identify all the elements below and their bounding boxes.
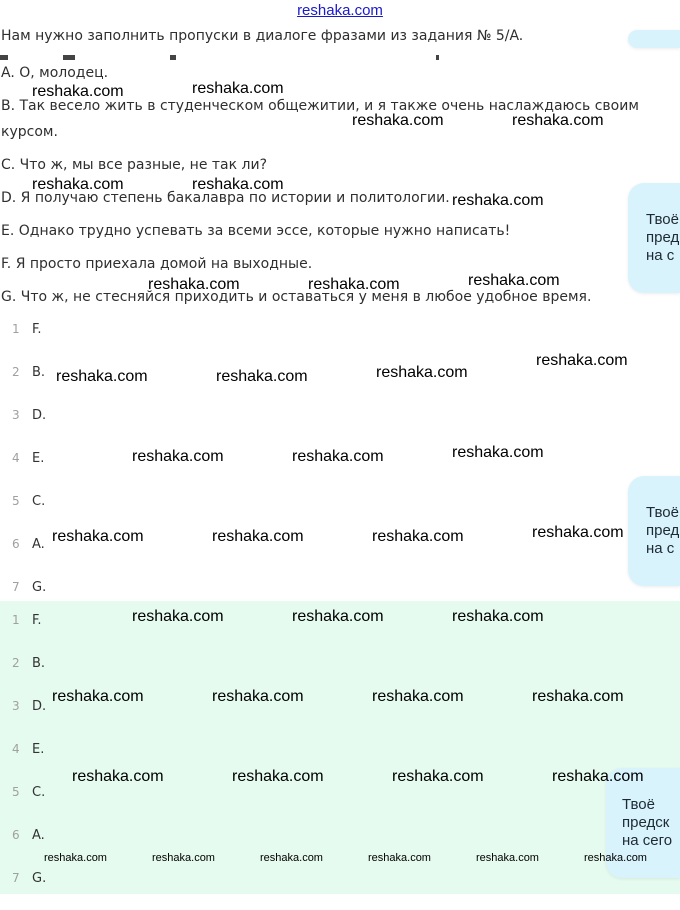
site-header[interactable] — [0, 0, 680, 22]
watermark: reshaka.com — [368, 852, 431, 864]
answer-number: 4 — [12, 742, 20, 756]
ad-text: Твоё — [646, 211, 679, 228]
answer-number: 3 — [12, 699, 20, 713]
option-a: A. О, молодец. — [1, 65, 109, 81]
watermark: reshaka.com — [468, 272, 560, 289]
option-b: B. Так весело жить в студенческом общежитии, и я также очень наслаждаюсь своим курсом. — [1, 98, 639, 140]
ad-text: пред — [646, 522, 680, 539]
watermark: reshaka.com — [476, 852, 539, 864]
watermark: reshaka.com — [212, 528, 304, 545]
watermark: reshaka.com — [392, 768, 484, 785]
watermark: reshaka.com — [32, 83, 124, 100]
answer-row — [0, 404, 620, 447]
watermark: reshaka.com — [52, 688, 144, 705]
ad-banner[interactable] — [628, 183, 680, 293]
watermark: reshaka.com — [292, 448, 384, 465]
answer-letter: B. — [32, 656, 46, 671]
watermark: reshaka.com — [132, 608, 224, 625]
answer-row — [0, 867, 620, 910]
answer-number: 5 — [12, 785, 20, 799]
watermark: reshaka.com — [372, 688, 464, 705]
watermark: reshaka.com — [452, 192, 544, 209]
answer-letter: A. — [32, 537, 45, 552]
watermark: reshaka.com — [452, 444, 544, 461]
watermark: reshaka.com — [212, 688, 304, 705]
answer-number: 7 — [12, 580, 20, 594]
answer-letter: A. — [32, 828, 45, 843]
watermark: reshaka.com — [192, 80, 284, 97]
ad-text: на с — [646, 247, 675, 264]
option-c: C. Что ж, мы все разные, не так ли? — [1, 157, 267, 173]
answer-number: 3 — [12, 408, 20, 422]
watermark: reshaka.com — [232, 768, 324, 785]
answer-number: 1 — [12, 322, 20, 336]
watermark: reshaka.com — [56, 368, 148, 385]
watermark: reshaka.com — [376, 364, 468, 381]
ad-text: Твоё — [622, 796, 655, 813]
watermark: reshaka.com — [292, 608, 384, 625]
watermark: reshaka.com — [352, 112, 444, 129]
option-e: E. Однако трудно успевать за всеми эссе, которые нужно написать! — [1, 223, 511, 239]
watermark: reshaka.com — [148, 276, 240, 293]
answer-number: 2 — [12, 365, 20, 379]
watermark: reshaka.com — [32, 176, 124, 193]
watermark: reshaka.com — [152, 852, 215, 864]
answer-number: 1 — [12, 613, 20, 627]
option-g: G. Что ж, не стесняйся приходить и оставаться у меня в любое удобное время. — [1, 289, 592, 305]
watermark: reshaka.com — [72, 768, 164, 785]
answer-letter: D. — [32, 408, 47, 423]
watermark: reshaka.com — [452, 608, 544, 625]
answer-letter: G. — [32, 871, 47, 886]
answer-letter: E. — [32, 742, 45, 757]
answer-letter: D. — [32, 699, 47, 714]
watermark: reshaka.com — [512, 112, 604, 129]
answer-letter: C. — [32, 494, 46, 509]
watermark: reshaka.com — [260, 852, 323, 864]
ad-banner[interactable] — [628, 476, 680, 586]
watermark: reshaka.com — [552, 768, 644, 785]
ad-text: на с — [646, 540, 675, 557]
ad-text: предск — [622, 814, 670, 831]
ad-text: пред — [646, 229, 680, 246]
option-f: F. Я просто приехала домой на выходные. — [1, 256, 313, 272]
watermark: reshaka.com — [216, 368, 308, 385]
answer-letter: B. — [32, 365, 46, 380]
answer-number: 6 — [12, 828, 20, 842]
option-d: D. Я получаю степень бакалавра по истории и политологии. — [1, 190, 450, 206]
answer-number: 2 — [12, 656, 20, 670]
answer-number: 5 — [12, 494, 20, 508]
answer-row — [0, 318, 620, 361]
answer-row — [0, 781, 620, 824]
intro-text: Нам нужно заполнить пропуски в диалоге фразами из задания № 5/A. — [1, 28, 524, 44]
ad-text: Твоё — [646, 504, 679, 521]
answer-number: 7 — [12, 871, 20, 885]
watermark: reshaka.com — [532, 524, 624, 541]
ad-banner[interactable] — [628, 30, 680, 48]
watermark: reshaka.com — [132, 448, 224, 465]
watermark: reshaka.com — [44, 852, 107, 864]
ad-text: на сего — [622, 832, 673, 849]
answer-letter: F. — [32, 613, 42, 628]
answer-letter: C. — [32, 785, 46, 800]
answer-row — [0, 490, 620, 533]
watermark: reshaka.com — [584, 852, 647, 864]
watermark: reshaka.com — [532, 688, 624, 705]
site-title-link[interactable]: reshaka.com — [297, 2, 383, 19]
answer-letter: F. — [32, 322, 42, 337]
watermark: reshaka.com — [536, 352, 628, 369]
answer-number: 6 — [12, 537, 20, 551]
answer-letter: E. — [32, 451, 45, 466]
watermark: reshaka.com — [52, 528, 144, 545]
watermark: reshaka.com — [192, 176, 284, 193]
answer-number: 4 — [12, 451, 20, 465]
watermark: reshaka.com — [372, 528, 464, 545]
answer-letter: G. — [32, 580, 47, 595]
watermark: reshaka.com — [308, 276, 400, 293]
